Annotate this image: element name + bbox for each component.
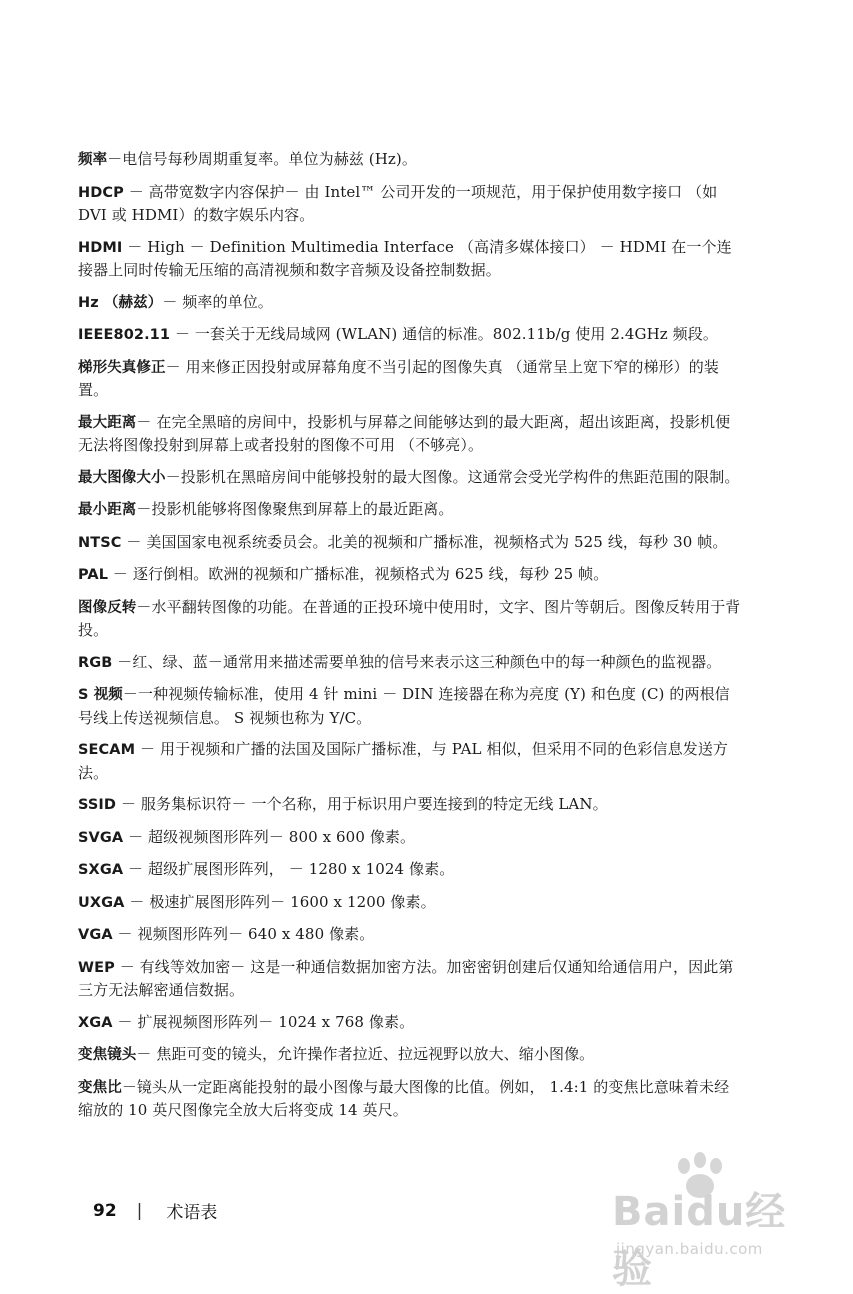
watermark-url: jingyan.baidu.com — [616, 1240, 763, 1258]
glossary-entry — [78, 411, 742, 457]
glossary-term: 图像反转 — [78, 599, 137, 616]
glossary-entry — [78, 956, 742, 1002]
glossary-term: UXGA — [78, 894, 125, 911]
glossary-term: HDCP — [78, 184, 124, 201]
glossary-term: HDMI — [78, 239, 123, 256]
glossary-term: RGB — [78, 654, 113, 671]
glossary-definition: － 频率的单位。 — [162, 292, 273, 311]
glossary-term: VGA — [78, 927, 113, 943]
glossary-entry — [78, 738, 742, 784]
footer-separator: | — [136, 1200, 143, 1221]
glossary-definition: － 一套关于无线局域网 (WLAN) 通信的标准。802.11b/g 使用 2.4GHz 频段。 — [170, 325, 718, 343]
glossary-entry — [78, 181, 742, 227]
glossary-entry — [78, 891, 742, 915]
baidu-watermark — [612, 1152, 812, 1292]
glossary-definition: － 高带宽数字内容保护－ 由 Intel™ 公司开发的一项规范，用于保护使用数字接口 （如 DVI 或 HDMI）的数字娱乐内容。 — [78, 182, 718, 224]
glossary-definition: － 超级扩展图形阵列， － 1280 x 1024 像素。 — [123, 860, 455, 878]
glossary-entry — [78, 826, 742, 850]
glossary-definition: － 在完全黑暗的房间中，投影机与屏幕之间能够达到的最大距离，超出该距离，投影机便无法将图像投射到屏幕上或者投射的图像不可用 （不够亮）。 — [78, 412, 731, 454]
glossary-entry — [78, 651, 742, 675]
glossary-term: SECAM — [78, 742, 136, 758]
glossary-definition: －电信号每秒周期重复率。单位为赫兹 (Hz)。 — [107, 150, 417, 168]
glossary-entry — [78, 1043, 742, 1067]
glossary-definition: － 逐行倒相。欧洲的视频和广播标准，视频格式为 625 线，每秒 25 帧。 — [108, 565, 609, 583]
glossary-definition: － 焦距可变的镜头，允许操作者拉近、拉远视野以放大、缩小图像。 — [136, 1045, 595, 1063]
glossary-definition: －水平翻转图像的功能。在普通的正投环境中使用时，文字、图片等朝后。图像反转用于背投。 — [78, 597, 741, 639]
glossary-definition: － 用于视频和广播的法国及国际广播标准，与 PAL 相似，但采用不同的色彩信息发送方法。 — [78, 740, 729, 782]
glossary-entry — [78, 356, 742, 402]
glossary-entry — [78, 236, 742, 282]
page-number: 92 — [93, 1200, 117, 1221]
glossary-definition: － 扩展视频图形阵列－ 1024 x 768 像素。 — [112, 1012, 415, 1031]
glossary-term: 频率 — [78, 152, 108, 168]
glossary-entry — [78, 683, 742, 729]
glossary-definition: － 用来修正因投射或屏幕角度不当引起的图像失真 （通常呈上宽下窄的梯形）的装置。 — [78, 357, 719, 399]
glossary-entry — [78, 563, 742, 587]
page-footer — [93, 1198, 217, 1223]
watermark-brand: Baidu经验 — [612, 1189, 787, 1292]
glossary-term: 最大距离 — [78, 414, 137, 431]
glossary-term: XGA — [78, 1014, 113, 1031]
glossary-definition: － 视频图形阵列－ 640 x 480 像素。 — [112, 925, 375, 943]
glossary-term: SVGA — [78, 829, 124, 846]
glossary-definition: － 服务集标识符－ 一个名称，用于标识用户要连接到的特定无线 LAN。 — [116, 795, 608, 813]
glossary-definition: －投影机在黑暗房间中能够投射的最大图像。这通常会受光学构件的焦距范围的限制。 — [165, 467, 740, 486]
glossary-entry — [78, 596, 742, 642]
glossary-entry — [78, 1076, 742, 1122]
glossary-term: SXGA — [78, 862, 124, 878]
glossary-term: NTSC — [78, 534, 122, 551]
glossary-entry — [78, 793, 742, 817]
glossary-definition: － 极速扩展图形阵列－ 1600 x 1200 像素。 — [124, 892, 436, 911]
glossary-entry — [78, 148, 742, 172]
glossary-term: 梯形失真修正 — [78, 359, 166, 376]
glossary-entry — [78, 498, 742, 522]
glossary-entry — [78, 923, 742, 947]
glossary-definition: －投影机能够将图像聚焦到屏幕上的最近距离。 — [136, 500, 454, 518]
glossary-definition: －红、绿、蓝－通常用来描述需要单独的信号来表示这三种颜色中的每一种颜色的监视器。 — [112, 652, 722, 671]
glossary-term: PAL — [78, 567, 109, 583]
glossary-entry — [78, 1011, 742, 1035]
glossary-definition: － 有线等效加密－ 这是一种通信数据加密方法。加密密钥创建后仅通知给通信用户，因此第三方无法解密通信数据。 — [78, 957, 734, 999]
glossary-definition: － High － Definition Multimedia Interface （高清多媒体接口） － HDMI 在一个连接器上同时传输无压缩的高清视频和数字音频及设备控制数据。 — [78, 237, 732, 279]
glossary-definition: － 超级视频图形阵列－ 800 x 600 像素。 — [123, 827, 416, 846]
glossary-term: Hz （赫兹） — [78, 294, 163, 311]
glossary-definition: －镜头从一定距离能投射的最小图像与最大图像的比值。例如， 1.4:1 的变焦比意味着未经缩放的 10 英尺图像完全放大后将变成 14 英尺。 — [78, 1077, 730, 1119]
glossary-entry — [78, 466, 742, 490]
glossary-term: WEP — [78, 959, 115, 976]
glossary-term: 变焦镜头 — [78, 1047, 137, 1063]
glossary-entry — [78, 531, 742, 555]
glossary-term: 最大图像大小 — [78, 469, 166, 486]
glossary-term: IEEE802.11 — [78, 327, 171, 343]
glossary-term: SSID — [78, 797, 117, 813]
section-title: 术语表 — [166, 1203, 218, 1223]
glossary-term: 最小距离 — [78, 502, 137, 518]
glossary-entry — [78, 291, 742, 315]
glossary-definition: － 美国国家电视系统委员会。北美的视频和广播标准，视频格式为 525 线，每秒 30 帧。 — [121, 532, 728, 551]
glossary-entry — [78, 323, 742, 347]
glossary-list — [78, 148, 742, 1131]
glossary-term: 变焦比 — [78, 1079, 122, 1096]
glossary-term: S 视频 — [78, 687, 123, 703]
glossary-entry — [78, 858, 742, 882]
glossary-definition: －一种视频传输标准，使用 4 针 mini － DIN 连接器在称为亮度 (Y) 和色度 (C) 的两根信号线上传送视频信息。 S 视频也称为 Y/C。 — [78, 685, 730, 727]
